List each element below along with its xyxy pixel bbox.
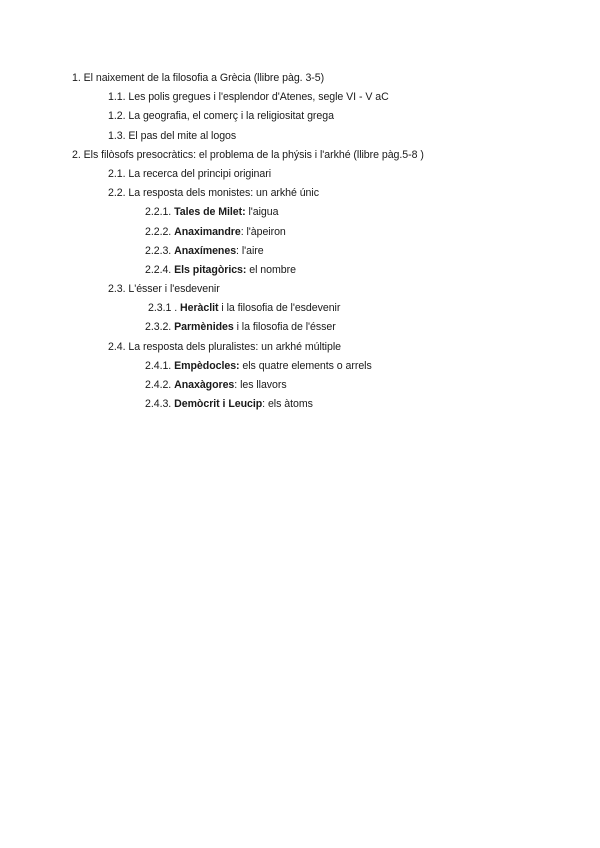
item-text: Les polis gregues i l'esplendor d'Atenes, segle VI - V aC xyxy=(128,91,389,104)
philosopher-name: Anaxímenes xyxy=(174,244,237,257)
item-text: : les llavors xyxy=(234,379,287,391)
outline-item xyxy=(0,146,600,165)
outline-item xyxy=(0,88,600,107)
outline-item xyxy=(0,395,600,414)
item-number: 1.1. xyxy=(108,91,126,104)
philosopher-name: Parmènides xyxy=(174,321,234,334)
item-number: 2.2.4. xyxy=(145,263,172,276)
item-number: 2.4.1. xyxy=(145,359,172,372)
philosopher-name: Demòcrit i Leucip xyxy=(174,398,263,411)
item-text: La resposta dels monistes: un arkhé únic xyxy=(128,187,319,200)
outline-item xyxy=(0,223,600,242)
item-number: 2. xyxy=(72,148,81,161)
outline-item xyxy=(0,203,600,222)
item-text: els quatre elements o arrels xyxy=(239,359,372,372)
philosopher-name: Tales de Milet: xyxy=(174,206,246,219)
outline-item xyxy=(0,299,600,318)
outline-item xyxy=(0,107,600,126)
topic-outline xyxy=(0,69,600,414)
outline-item xyxy=(0,127,600,146)
item-number: 2.2.2. xyxy=(145,225,172,238)
outline-item xyxy=(0,69,600,88)
outline-item xyxy=(0,242,600,261)
outline-item xyxy=(0,338,600,357)
outline-item xyxy=(0,376,600,395)
outline-item xyxy=(0,318,600,337)
item-text: La geografia, el comerç i la religiositat grega xyxy=(128,110,334,123)
item-text: El pas del mite al logos xyxy=(128,129,237,142)
item-number: 1.2. xyxy=(108,110,126,123)
item-text: i la filosofia de l'ésser xyxy=(233,321,336,334)
philosopher-name: Heràclit xyxy=(180,302,219,315)
outline-item xyxy=(0,165,600,184)
item-text: La recerca del principi originari xyxy=(128,167,272,180)
item-text: l'aigua xyxy=(245,206,279,219)
item-text: el nombre xyxy=(246,263,296,276)
philosopher-name: Anaximandre xyxy=(174,225,241,238)
outline-item xyxy=(0,261,600,280)
item-number: 2.2. xyxy=(108,187,126,200)
outline-item xyxy=(0,184,600,203)
outline-item xyxy=(0,280,600,299)
item-text: : els àtoms xyxy=(262,398,313,411)
item-text: : l'àpeiron xyxy=(240,225,286,238)
item-number: 1. xyxy=(72,72,81,84)
philosopher-name: Els pitagòrics: xyxy=(174,263,247,276)
item-text: L'ésser i l'esdevenir xyxy=(128,283,220,296)
item-text: El naixement de la filosofia a Grècia (llibre pàg. 3-5) xyxy=(83,72,325,84)
item-number: 2.4.3. xyxy=(145,398,172,411)
item-number: 2.1. xyxy=(108,167,126,180)
outline-item xyxy=(0,357,600,376)
item-number: 2.4.2. xyxy=(145,379,172,391)
item-number: 2.3. xyxy=(108,283,126,296)
item-number: 2.3.1 . xyxy=(148,302,178,315)
item-text: : l'aire xyxy=(236,244,264,257)
item-number: 2.2.1. xyxy=(145,206,172,219)
item-text: i la filosofia de l'esdevenir xyxy=(218,302,341,315)
philosopher-name: Empèdocles: xyxy=(174,359,240,372)
item-text: La resposta dels pluralistes: un arkhé múltiple xyxy=(128,340,341,353)
item-text: Els filòsofs presocràtics: el problema de la phýsis i l'arkhé (llibre pàg.5-8 ) xyxy=(83,148,424,161)
item-number: 2.4. xyxy=(108,340,126,353)
item-number: 1.3. xyxy=(108,129,126,142)
philosopher-name: Anaxàgores xyxy=(174,379,235,391)
item-number: 2.3.2. xyxy=(145,321,172,334)
item-number: 2.2.3. xyxy=(145,244,172,257)
